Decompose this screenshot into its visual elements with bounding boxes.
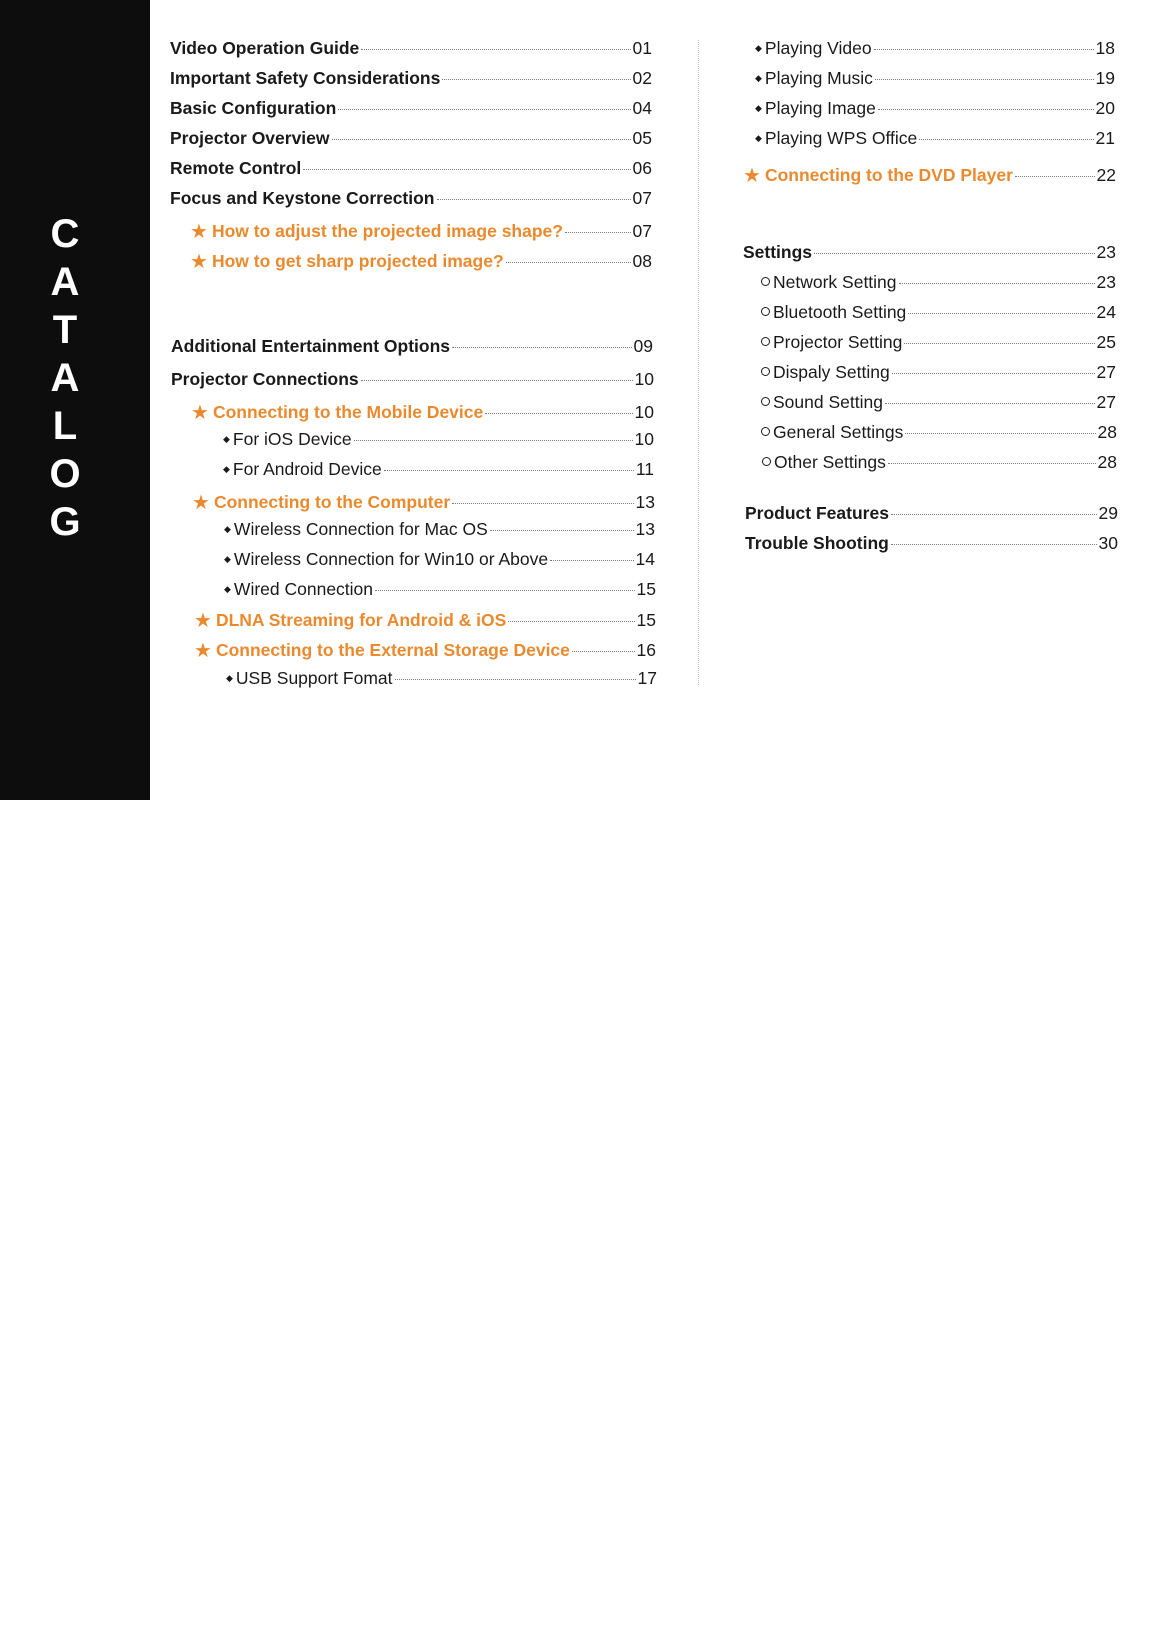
toc-page-number: 28 [1097,422,1117,442]
dot-leader [361,380,633,381]
toc-entry-other-settings[interactable] [762,452,1117,478]
toc-page-number: 25 [1096,332,1116,352]
dot-leader [885,403,1095,404]
toc-page-number: 29 [1098,503,1118,523]
toc-label: Playing Music [764,68,873,88]
dot-leader [814,253,1094,254]
toc-page-number: 18 [1095,38,1115,58]
toc-label: Projector Overview [170,128,330,148]
toc-label: Playing WPS Office [764,128,918,148]
dot-leader [395,679,636,680]
toc-entry-network-setting[interactable] [761,272,1116,298]
dot-leader [875,79,1094,80]
toc-entry-win10[interactable] [224,549,655,575]
toc-page-number: 07 [632,188,652,208]
toc-page-number: 20 [1095,98,1115,118]
toc-page-number: 06 [632,158,652,178]
catalog-letter: O [49,452,81,496]
diamond-bullet-icon: ◆ [755,73,762,83]
dot-leader [452,347,632,348]
dot-leader [332,139,631,140]
toc-page-number: 14 [635,549,655,569]
toc-entry-projector-connections[interactable] [171,369,654,395]
circle-bullet-icon [761,397,770,406]
toc-label: For iOS Device [232,429,352,449]
toc-page-number: 19 [1095,68,1115,88]
toc-entry-mobile-device[interactable] [191,399,654,425]
toc-page-number: 22 [1096,165,1116,185]
diamond-bullet-icon: ◆ [755,103,762,113]
circle-bullet-icon [762,457,771,466]
diamond-bullet-icon: ◆ [755,43,762,53]
dot-leader [1015,176,1095,177]
toc-entry-playing-music[interactable] [755,68,1115,94]
dot-leader [375,590,635,591]
column-divider [698,40,699,685]
dot-leader [506,262,631,263]
toc-page-number: 27 [1096,392,1116,412]
toc-page-number: 23 [1096,272,1116,292]
toc-entry-general-settings[interactable] [761,422,1117,448]
dot-leader [485,413,632,414]
toc-label: General Settings [773,422,904,442]
toc-entry-additional-entertainment[interactable] [171,336,653,362]
dot-leader [888,463,1096,464]
toc-entry-external-storage[interactable] [194,637,656,663]
toc-label: USB Support Fomat [235,668,393,688]
toc-entry-sound-setting[interactable] [761,392,1116,418]
catalog-letter: A [50,260,80,304]
catalog-letter: T [52,308,78,352]
toc-entry-playing-image[interactable] [755,98,1115,124]
toc-page-number: 13 [635,519,655,539]
toc-page-number: 24 [1096,302,1116,322]
toc-label: Dispaly Setting [773,362,890,382]
toc-entry-playing-video[interactable] [755,38,1115,64]
toc-label: Focus and Keystone Correction [170,188,435,208]
dot-leader [361,49,630,50]
toc-entry-dvd-player[interactable] [743,162,1116,188]
toc-label: Product Features [745,503,889,523]
catalog-sidebar [0,0,150,800]
toc-label: DLNA Streaming for Android & iOS [215,610,507,630]
star-icon: ★ [190,221,208,243]
toc-entry-ios-device[interactable] [223,429,654,455]
toc-label: How to get sharp projected image? [211,251,504,271]
diamond-bullet-icon: ◆ [224,554,231,564]
star-icon: ★ [194,610,212,632]
toc-entry-adjust-image-shape[interactable] [190,218,652,244]
diamond-bullet-icon: ◆ [223,464,230,474]
toc-page-number: 05 [632,128,652,148]
toc-page-number: 23 [1096,242,1116,262]
toc-label: Sound Setting [773,392,883,412]
dot-leader [384,470,634,471]
star-icon: ★ [192,492,210,514]
toc-label: Projector Connections [171,369,359,389]
toc-page-number: 04 [632,98,652,118]
dot-leader [490,530,634,531]
circle-bullet-icon [761,277,770,286]
toc-label: Trouble Shooting [745,533,889,553]
toc-page-number: 09 [633,336,653,356]
dot-leader [874,49,1094,50]
toc-label: Video Operation Guide [170,38,360,58]
toc-entry-bluetooth-setting[interactable] [761,302,1116,328]
catalog-letter: G [49,500,81,544]
dot-leader [303,169,630,170]
toc-label: Playing Image [764,98,876,118]
dot-leader [892,373,1095,374]
toc-entry-projector-setting[interactable] [761,332,1116,358]
dot-leader [572,651,635,652]
toc-page-number: 15 [636,610,656,630]
toc-page-number: 01 [632,38,652,58]
dot-leader [891,514,1097,515]
toc-label: Additional Entertainment Options [171,336,451,356]
circle-bullet-icon [761,307,770,316]
toc-entry-mac-os[interactable] [224,519,655,545]
dot-leader [891,544,1097,545]
toc-label: Playing Video [764,38,872,58]
dot-leader [354,440,633,441]
toc-entry-projector-overview[interactable] [170,128,652,154]
dot-leader [452,503,633,504]
dot-leader [442,79,630,80]
toc-entry-usb-format[interactable] [226,668,657,694]
star-icon: ★ [191,402,209,424]
dot-leader [338,109,630,110]
toc-entry-video-operation-guide[interactable] [170,38,652,64]
toc-label: Important Safety Considerations [170,68,441,88]
toc-label: Basic Configuration [170,98,337,118]
diamond-bullet-icon: ◆ [223,434,230,444]
toc-entry-android-device[interactable] [223,459,654,485]
circle-bullet-icon [761,337,770,346]
catalog-letter: L [52,404,78,448]
dot-leader [919,139,1093,140]
toc-label: Settings [743,242,813,262]
dot-leader [904,343,1094,344]
toc-entry-wired-connection[interactable] [224,579,656,605]
circle-bullet-icon [761,367,770,376]
dot-leader [550,560,633,561]
toc-page-number: 27 [1096,362,1116,382]
toc-label: Wired Connection [233,579,374,599]
toc-label: Projector Setting [773,332,903,352]
dot-leader [908,313,1094,314]
toc-entry-basic-configuration[interactable] [170,98,652,124]
toc-page-number: 11 [635,459,654,479]
toc-page-number: 16 [636,640,656,660]
catalog-letter: A [50,356,80,400]
toc-entry-settings[interactable] [743,242,1116,268]
toc-page-number: 17 [637,668,657,688]
dot-leader [899,283,1095,284]
toc-page-number: 10 [634,429,654,449]
toc-entry-dlna-streaming[interactable] [194,607,656,633]
toc-entry-focus-keystone[interactable] [170,188,652,214]
toc-label: How to adjust the projected image shape? [211,221,563,241]
toc-label: Other Settings [774,452,886,472]
diamond-bullet-icon: ◆ [224,524,231,534]
toc-entry-playing-wps[interactable] [755,128,1115,154]
toc-entry-remote-control[interactable] [170,158,652,184]
toc-label: Network Setting [773,272,897,292]
toc-page-number: 28 [1097,452,1117,472]
toc-page-number: 15 [636,579,656,599]
toc-entry-computer[interactable] [192,489,655,515]
toc-label: Bluetooth Setting [773,302,907,322]
toc-label: Connecting to the Mobile Device [212,402,484,422]
dot-leader [878,109,1094,110]
toc-label: For Android Device [232,459,382,479]
catalog-letter: C [50,212,80,256]
toc-page-number: 21 [1095,128,1115,148]
toc-label: Connecting to the DVD Player [764,165,1013,185]
toc-entry-trouble-shooting[interactable] [745,533,1118,559]
toc-page-number: 10 [634,369,654,389]
dot-leader [508,621,634,622]
toc-label: Connecting to the Computer [213,492,451,512]
toc-label: Remote Control [170,158,302,178]
catalog-vertical-title [45,210,85,546]
toc-entry-sharp-image[interactable] [190,248,652,274]
toc-page-number: 07 [632,221,652,241]
diamond-bullet-icon: ◆ [226,673,233,683]
toc-page-number: 10 [634,402,654,422]
toc-page-number: 30 [1098,533,1118,553]
toc-page-number: 13 [635,492,655,512]
dot-leader [437,199,631,200]
toc-label: Connecting to the External Storage Device [215,640,570,660]
dot-leader [905,433,1095,434]
toc-entry-important-safety[interactable] [170,68,652,94]
toc-entry-product-features[interactable] [745,503,1118,529]
circle-bullet-icon [761,427,770,436]
star-icon: ★ [194,640,212,662]
toc-label: Wireless Connection for Win10 or Above [233,549,549,569]
star-icon: ★ [743,165,761,187]
toc-entry-display-setting[interactable] [761,362,1116,388]
star-icon: ★ [190,251,208,273]
dot-leader [565,232,631,233]
toc-page-number: 02 [632,68,652,88]
toc-label: Wireless Connection for Mac OS [233,519,488,539]
diamond-bullet-icon: ◆ [224,584,231,594]
diamond-bullet-icon: ◆ [755,133,762,143]
toc-page-number: 08 [632,251,652,271]
